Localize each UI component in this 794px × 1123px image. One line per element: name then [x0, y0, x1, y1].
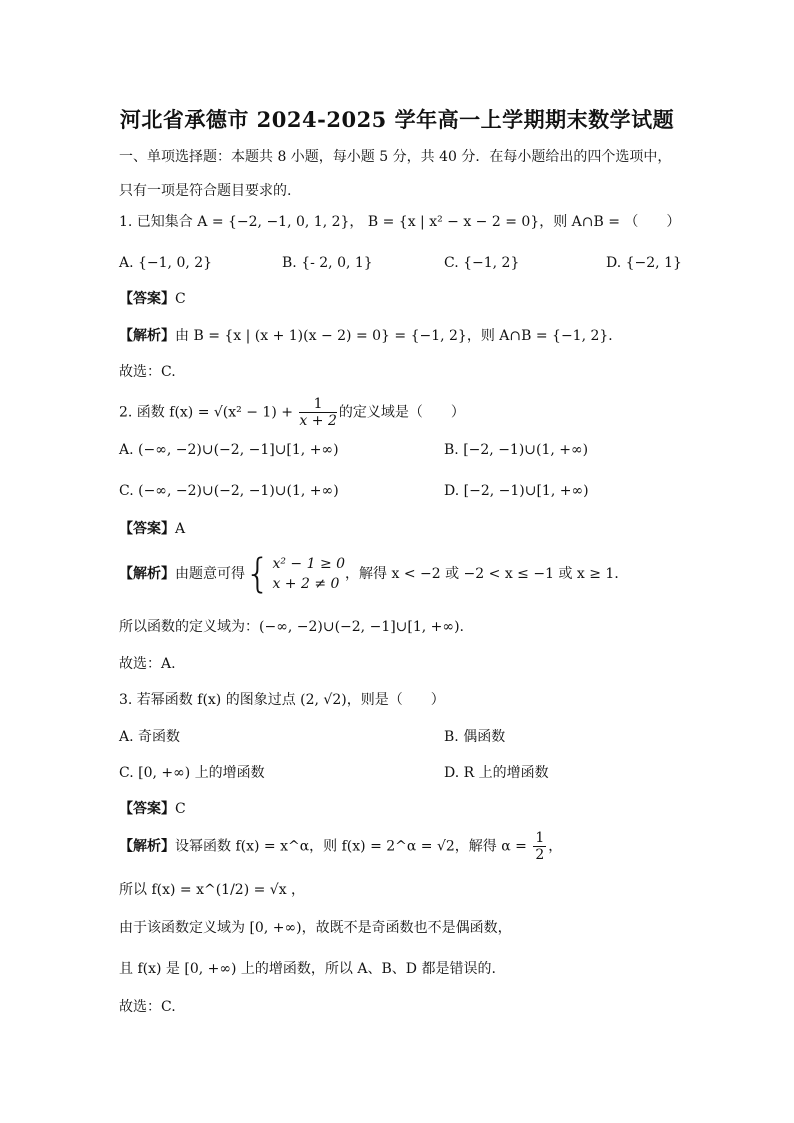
q3-stem: 3. 若幂函数 f(x) 的图象过点 (2, √2)，则是（ ）	[119, 692, 445, 708]
left-brace-icon: {	[245, 551, 271, 597]
q2-stem-post: 的定义域是（ ）	[338, 404, 465, 421]
q3-analysis-post: ，	[548, 838, 563, 855]
answer-label: 【答案】	[119, 521, 175, 537]
q3-line-4: 且 f(x) 是 [0, +∞) 上的增函数，所以 A、B、D 都是错误的.	[119, 961, 496, 977]
q2-inequality-system	[245, 551, 346, 597]
q1-option-b: B. {- 2, 0, 1}	[282, 255, 373, 271]
q2-analysis-post: ，解得 x < −2 或 −2 < x ≤ −1 或 x ≥ 1．	[345, 566, 629, 582]
q3-option-c: C. [0, +∞) 上的增函数	[119, 765, 265, 781]
q1-choice: 故选：C.	[119, 364, 176, 380]
answer-label: 【答案】	[119, 291, 175, 307]
q1-option-a: A. {−1, 0, 2}	[119, 255, 213, 271]
q1-option-d: D. {−2, 1}	[606, 255, 682, 271]
q3-line-2: 所以 f(x) = x^(1/2) = √x ，	[119, 882, 306, 898]
q2-option-a: A. (−∞, −2)∪(−2, −1]∪[1, +∞)	[119, 442, 339, 458]
answer-label: 【答案】	[119, 801, 175, 817]
q2-option-d: D. [−2, −1)∪[1, +∞)	[444, 483, 589, 499]
analysis-label: 【解析】	[119, 328, 175, 344]
q3-option-b: B. 偶函数	[444, 729, 506, 745]
q2-answer-value: A	[175, 521, 186, 537]
q2-system-row-2: x + 2 ≠ 0	[272, 576, 340, 592]
q3-line-3: 由于该函数定义域为 [0, +∞)，故既不是奇函数也不是偶函数，	[119, 920, 512, 936]
q2-option-b: B. [−2, −1)∪(1, +∞)	[444, 442, 589, 458]
q1-option-c: C. {−1, 2}	[444, 255, 520, 271]
q2-domain: 所以函数的定义域为：(−∞, −2)∪(−2, −1]∪[1, +∞).	[119, 619, 464, 635]
q1-stem: 1. 已知集合 A = {−2, −1, 0, 1, 2}， B = {x | x² − x − 2 = 0}，则 A∩B = （ ）	[119, 214, 681, 230]
q3-alpha-fraction	[533, 830, 546, 863]
q2-frac-denominator: x + 2	[299, 413, 337, 429]
q2-analysis	[119, 552, 628, 596]
q3-alpha-numerator: 1	[535, 830, 545, 846]
analysis-label: 【解析】	[119, 566, 175, 582]
q3-alpha-denominator: 2	[535, 847, 545, 863]
q3-analysis	[119, 830, 562, 863]
q3-option-d: D. R 上的增函数	[444, 765, 549, 781]
q2-system-row-1: x² − 1 ≥ 0	[272, 556, 346, 572]
analysis-label: 【解析】	[119, 838, 175, 855]
q1-analysis-text: 由 B = {x | (x + 1)(x − 2) = 0} = {−1, 2}，则 A∩B = {−1, 2}．	[175, 328, 623, 344]
q1-analysis	[119, 326, 622, 346]
q1-answer-value: C	[175, 291, 186, 307]
section-heading: 一、单项选择题：本题共 8 小题，每小题 5 分，共 40 分．在每小题给出的四个选项中，只有一项是符合题目要求的.	[119, 149, 672, 199]
q1-answer	[119, 289, 186, 309]
q2-answer	[119, 519, 185, 539]
q3-answer	[119, 799, 186, 819]
q2-choice: 故选：A.	[119, 656, 176, 672]
q3-analysis-pre: 设幂函数 f(x) = x^α，则 f(x) = 2^α = √2，解得 α =	[175, 838, 532, 855]
document-title: 河北省承德市 2024-2025 学年高一上学期期末数学试题	[119, 107, 675, 132]
q3-option-a: A. 奇函数	[119, 729, 181, 745]
q2-stem-pre: 2. 函数 f(x) = √(x² − 1) +	[119, 404, 298, 421]
q2-frac-numerator: 1	[299, 396, 336, 413]
q2-option-c: C. (−∞, −2)∪(−2, −1)∪(1, +∞)	[119, 483, 339, 499]
q3-answer-value: C	[175, 801, 186, 817]
q2-analysis-pre: 由题意可得	[175, 566, 245, 582]
q2-fraction	[299, 396, 336, 429]
q3-choice: 故选：C.	[119, 999, 176, 1015]
q2-stem	[119, 396, 465, 429]
